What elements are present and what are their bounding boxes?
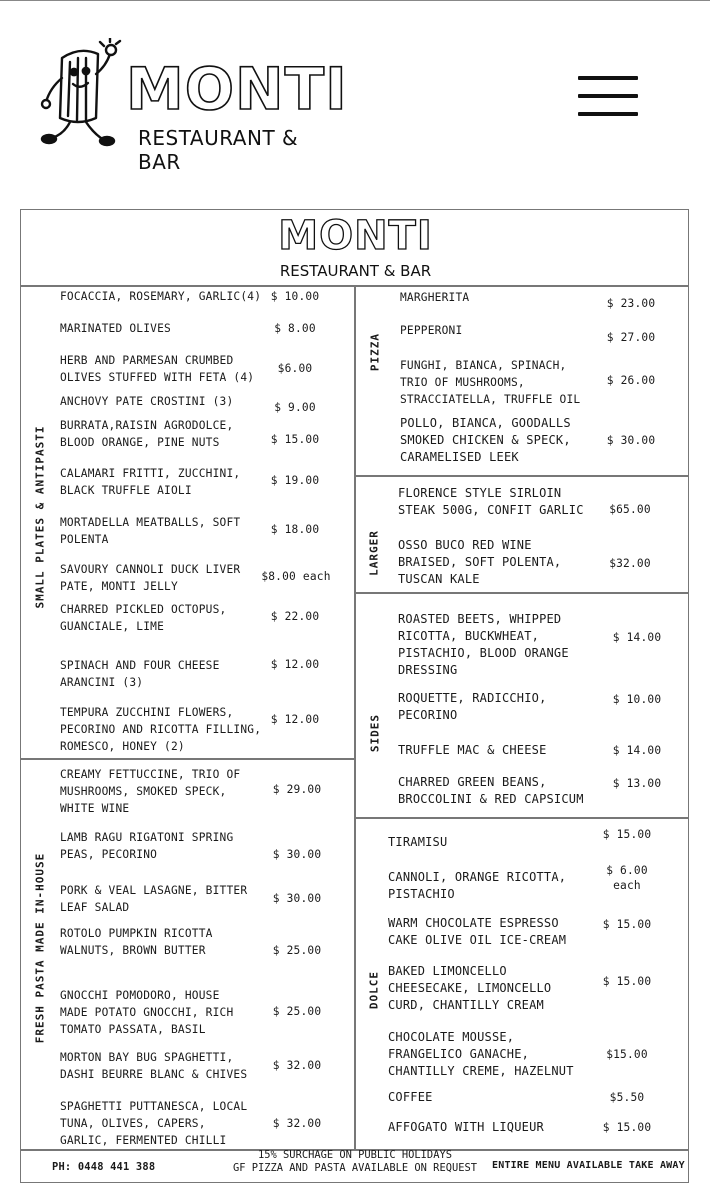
- menu-item-price: $ 8.00: [274, 322, 316, 335]
- menu-item-name: CHOCOLATE MOUSSE, FRANGELICO GANACHE, CHANTILLY CREME, HAZELNUT: [388, 1030, 574, 1078]
- menu-item-name: SPAGHETTI PUTTANESCA, LOCAL TUNA, OLIVES, CAPERS, GARLIC, FERMENTED CHILLI: [60, 1100, 248, 1147]
- menu-item-name: POLLO, BIANCA, GOODALLS SMOKED CHICKEN & SPECK, CARAMELISED LEEK: [400, 416, 571, 464]
- column-divider: [354, 285, 356, 1150]
- hamburger-icon-bar: [578, 112, 638, 116]
- menu-item-price: $32.00: [609, 557, 651, 570]
- section-label-sides: SIDES: [368, 713, 382, 753]
- menu-item-price: $5.50: [609, 1091, 645, 1104]
- menu-item-price: $ 12.00: [270, 658, 320, 671]
- menu-item-name: PORK & VEAL LASAGNE, BITTER LEAF SALAD: [60, 884, 248, 914]
- menu-item-name: CHARRED PICKLED OCTOPUS, GUANCIALE, LIME: [60, 603, 227, 633]
- menu-item-name: WARM CHOCOLATE ESPRESSO CAKE OLIVE OIL ICE-CREAM: [388, 916, 567, 947]
- menu-item-name: CALAMARI FRITTI, ZUCCHINI, BLACK TRUFFLE AIOLI: [60, 467, 241, 497]
- surcharge-note: 15% SURCHAGE ON PUBLIC HOLIDAYS: [258, 1149, 452, 1161]
- menu-item-price: $ 19.00: [270, 474, 320, 487]
- menu-item-price: $ 15.00: [270, 433, 320, 446]
- menu-item-name: ANCHOVY PATE CROSTINI (3): [60, 395, 234, 408]
- menu-item-price: $ 10.00: [270, 290, 320, 303]
- logo-wordmark: MONTI: [126, 55, 348, 123]
- menu-item-price: $ 15.00: [602, 975, 652, 988]
- menu-item-price: $ 30.00: [272, 848, 322, 861]
- section-label-small-plates: SMALL PLATES & ANTIPASTI: [33, 425, 47, 609]
- menu-item-price: $ 23.00: [606, 297, 656, 310]
- mascot-logo-icon: [40, 38, 130, 153]
- menu-item-price: $ 15.00: [602, 1121, 652, 1134]
- menu-sheet-title: [21, 212, 690, 280]
- menu-item-name: CANNOLI, ORANGE RICOTTA, PISTACHIO: [388, 870, 567, 901]
- sides-divider: [354, 817, 689, 819]
- section-label-pizza: PIZZA: [368, 332, 382, 372]
- footer-notes: [205, 1149, 505, 1175]
- menu-item-name: TRUFFLE MAC & CHEESE: [398, 743, 547, 757]
- pizza-divider: [354, 475, 689, 477]
- site-logo[interactable]: [40, 38, 348, 174]
- gf-note: GF PIZZA AND PASTA AVAILABLE ON REQUEST: [233, 1162, 477, 1174]
- section-label-larger: LARGER: [367, 530, 381, 576]
- menu-item-name: BAKED LIMONCELLO CHEESECAKE, LIMONCELLO CURD, CHANTILLY CREAM: [388, 964, 552, 1012]
- menu-item-name: CREAMY FETTUCCINE, TRIO OF MUSHROOMS, SMOKED SPECK, WHITE WINE: [60, 768, 241, 815]
- section-label-pasta: FRESH PASTA MADE IN-HOUSE: [33, 852, 47, 1044]
- menu-item-price: $ 30.00: [272, 892, 322, 905]
- menu-item-price: $ 13.00: [612, 777, 662, 790]
- phone-number[interactable]: PH: 0448 441 388: [52, 1161, 156, 1173]
- logo-subtitle: RESTAURANT & BAR: [138, 126, 299, 174]
- section-label-dolce: DOLCE: [367, 970, 381, 1010]
- menu-logo-wordmark: MONTI: [278, 213, 433, 259]
- menu-item-price: $ 27.00: [606, 331, 656, 344]
- menu-item-price: $ 22.00: [270, 610, 320, 623]
- top-divider: [0, 0, 710, 1]
- menu-item-price: $ 15.00: [602, 918, 652, 931]
- menu-item-name: CHARRED GREEN BEANS, BROCCOLINI & RED CAPSICUM: [398, 775, 584, 806]
- menu-item-price: $ 29.00: [272, 783, 322, 796]
- menu-item-price: $ 18.00: [270, 523, 320, 536]
- menu-item-name: AFFOGATO WITH LIQUEUR: [388, 1120, 544, 1134]
- left-section-divider: [20, 758, 355, 760]
- menu-item-price: $ 14.00: [612, 631, 662, 644]
- menu-item-price: $ 32.00: [272, 1117, 322, 1130]
- menu-item-name: OSSO BUCO RED WINE BRAISED, SOFT POLENTA, TUSCAN KALE: [398, 538, 562, 586]
- menu-item-price: $ 25.00: [272, 944, 322, 957]
- menu-item-name: FUNGHI, BIANCA, SPINACH, TRIO OF MUSHROOMS, STRACCIATELLA, TRUFFLE OIL: [400, 359, 581, 406]
- menu-item-price: $65.00: [609, 503, 651, 516]
- menu-item-price: $ 14.00: [612, 744, 662, 757]
- menu-item-name: MORTADELLA MEATBALLS, SOFT POLENTA: [60, 516, 241, 546]
- menu-item-name: MARGHERITA: [400, 291, 470, 304]
- menu-item-name: FOCACCIA, ROSEMARY, GARLIC(4): [60, 290, 262, 303]
- hamburger-icon: [578, 76, 638, 80]
- larger-divider: [354, 592, 689, 594]
- menu-item-price: $8.00 each: [261, 570, 331, 583]
- menu-item-name: SPINACH AND FOUR CHEESE ARANCINI (3): [60, 659, 220, 689]
- hamburger-menu-button[interactable]: [576, 72, 640, 120]
- menu-item-name: MARINATED OLIVES: [60, 322, 171, 335]
- menu-item-name: COFFEE: [388, 1090, 433, 1104]
- menu-logo-subtitle: RESTAURANT & BAR: [279, 262, 432, 280]
- menu-item-name: PEPPERONI: [400, 324, 463, 337]
- menu-item-price: $ 6.00 each: [606, 864, 648, 892]
- menu-item-price: $ 25.00: [272, 1005, 322, 1018]
- menu-item-name: FLORENCE STYLE SIRLOIN STEAK 500G, CONFIT GARLIC: [398, 486, 584, 517]
- menu-item-price: $ 10.00: [612, 693, 662, 706]
- hamburger-icon-bar: [578, 94, 638, 98]
- menu-item-name: ROQUETTE, RADICCHIO, PECORINO: [398, 691, 547, 722]
- menu-item-name: MORTON BAY BUG SPAGHETTI, DASHI BEURRE BLANC & CHIVES: [60, 1051, 248, 1081]
- menu-item-name: HERB AND PARMESAN CRUMBED OLIVES STUFFED WITH FETA (4): [60, 354, 255, 384]
- menu-item-price: $ 32.00: [272, 1059, 322, 1072]
- menu-item-price: $ 15.00: [602, 828, 652, 841]
- menu-item-name: TIRAMISU: [388, 835, 448, 849]
- takeaway-note: ENTIRE MENU AVAILABLE TAKE AWAY: [492, 1160, 685, 1171]
- menu-item-price: $6.00: [277, 362, 313, 375]
- menu-item-price: $15.00: [606, 1048, 648, 1061]
- menu-item-name: BURRATA,RAISIN AGRODOLCE, BLOOD ORANGE, PINE NUTS: [60, 419, 234, 449]
- menu-item-name: LAMB RAGU RIGATONI SPRING PEAS, PECORINO: [60, 831, 234, 861]
- menu-item-price: $ 26.00: [606, 374, 656, 387]
- menu-item-price: $ 9.00: [274, 401, 316, 414]
- menu-item-price: $ 12.00: [270, 713, 320, 726]
- menu-item-name: ROTOLO PUMPKIN RICOTTA WALNUTS, BROWN BUTTER: [60, 927, 213, 957]
- menu-item-name: GNOCCHI POMODORO, HOUSE MADE POTATO GNOCCHI, RICH TOMATO PASSATA, BASIL: [60, 989, 234, 1036]
- menu-item-price: $ 30.00: [606, 434, 656, 447]
- menu-item-name: TEMPURA ZUCCHINI FLOWERS, PECORINO AND RICOTTA FILLING, ROMESCO, HONEY (2): [60, 706, 262, 753]
- menu-item-name: ROASTED BEETS, WHIPPED RICOTTA, BUCKWHEAT, PISTACHIO, BLOOD ORANGE DRESSING: [398, 612, 569, 677]
- menu-item-name: SAVOURY CANNOLI DUCK LIVER PATE, MONTI JELLY: [60, 563, 241, 593]
